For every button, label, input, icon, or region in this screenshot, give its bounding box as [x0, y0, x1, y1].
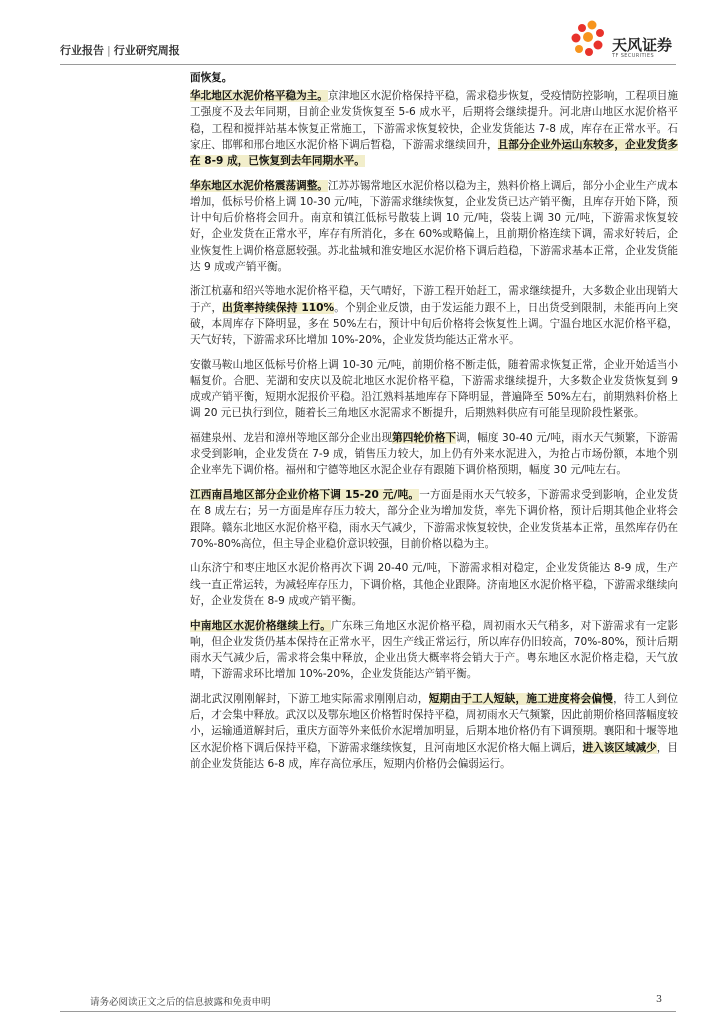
paragraph-continuation [190, 70, 678, 86]
text-run: 。个别企业反馈，由于发运能力跟不上，日出货受到限制，未能再向上突破，本周库存下降明显，多在 50%左右，预计中旬后价格将会恢复性上调。宁温台地区水泥价格平稳，天气好转，下游需求环比增加 10%-20%，企业发货均能达正常水平。 [190, 301, 679, 347]
text-run: 江苏苏锡常地区水泥价格以稳为主，熟料价格上调后，部分小企业生产成本增加，低标号价格上调 10-30 元/吨，下游需求继续恢复，企业发货已达产销平衡，且库存开始下降，预计中旬后价格将会回升。南京和镇江低标号散装上调 10 元/吨，袋装上调 30 元/吨，下游需求恢复较好，企业发货在正常水平，库存有所消化，多在 60%或略偏上，且前期价格连续下调，需求好转后，企业恢复性上调价格意愿较强。苏北盐城和淮安地区水泥价格下调后趋稳，下游需求基本正常，企业发货能达 9 成或产销平衡。 [190, 179, 679, 273]
text-run: 福建泉州、龙岩和漳州等地区部分企业出现 [190, 432, 393, 445]
paragraph-jiangxi [190, 487, 678, 552]
text-run: 浙江杭嘉和绍兴等地水泥价格平稳，天气晴好，下游工程开始赶工，需求继续提升，大多数企业出现销大于产， [190, 285, 678, 314]
highlight-run: 出货率持续保持 110% [222, 301, 335, 314]
page-header [0, 0, 724, 68]
paragraph-north-china [190, 88, 678, 169]
breadcrumb [60, 42, 180, 58]
text-run: ，目前企业发货能达 6-8 成，库存高位承压，短期内价格仍会偏弱运行。 [190, 741, 678, 770]
text-run: 安徽马鞍山地区低标号价格上调 10-30 元/吨，前期价格不断走低，随着需求恢复正常，企业开始适当小幅复价。合肥、芜湖和安庆以及皖北地区水泥价格平稳，下游需求继续提升，大多数企业发货恢复到 9 成或产销平衡，短期水泥报价平稳。沿江熟料基地库存下降明显，普遍降至 50%左右，前期熟料价格上调 20 元已执行到位，随着长三角地区水泥需求不断提升，后期熟料供应有可能呈现阶段性紧张。 [190, 358, 678, 420]
highlight-run: 进入该区域减少 [582, 741, 657, 754]
breadcrumb-report-type: 行业报告 [60, 44, 104, 57]
logo-english-name: TF SECURITIES [612, 53, 655, 59]
flower-logo-icon [568, 20, 612, 60]
text-run: 广东珠三角地区水泥价格平稳，周初雨水天气稍多，对下游需求有一定影响，但企业发货仍基本保持在正常水平，因生产线正常运行，所以库存仍旧较高，70%-80%，预计后期雨水天气减少后，需求将会集中释放，企业出货大概率将会销大于产。粤东地区水泥价格走稳，天气放晴，下游需求环比增加 10%-20%，企业发货能达产销平衡。 [190, 619, 679, 681]
paragraph-zhejiang [190, 283, 678, 348]
text-run: 面恢复。 [190, 72, 233, 84]
footer-divider [60, 1011, 676, 1012]
breadcrumb-report-category: 行业研究周报 [113, 44, 180, 57]
text-run: 京津地区水泥价格保持平稳，需求稳步恢复，受疫情防控影响，工程项目施工强度不及去年同期，目前企业发货恢复至 5-6 成水平，后期将会继续提升。河北唐山地区水泥价格平稳，工程和搅拌站基本恢复正常施工，下游需求恢复较快，企业发货能达 7-8 成，库存在正常水平。石家庄、邯郸和邢台地区水泥价格下调后暂稳，下游需求继续回升， [190, 90, 679, 151]
highlight-run: 且部分企业外运山东较多，企业发货多在 8-9 成，已恢复到去年同期水平。 [190, 138, 679, 168]
paragraph-shandong [190, 560, 678, 609]
text-run: 湖北武汉刚刚解封，下游工地实际需求刚刚启动， [190, 692, 429, 705]
text-run: ，待工人到位后，才会集中释放。武汉以及鄂东地区价格暂时保持平稳，周初雨水天气频繁，因此前期价格回落幅度较小，运输通道解封后，重庆方面等外来低价水泥增加明显，后期本地价格仍有下调预期。襄阳和十堰等地区水泥价格下调后保持平稳，下游需求继续恢复，且河南地区水泥价格大幅上调后， [190, 692, 679, 754]
paragraph-east-china-jiangsu [190, 178, 678, 275]
page-number: 3 [656, 994, 663, 1005]
highlight-run: 中南地区水泥价格继续上行。 [190, 619, 332, 632]
breadcrumb-separator: | [107, 44, 111, 57]
text-run: 调，幅度 30-40 元/吨，雨水天气频繁，下游需求受到影响，企业发货在 7-9 成，销售压力较大，加上仍有外来水泥进入，为抢占市场份额，本地个别企业率先下调价格。福州和宁德等地区水泥企业存有跟随下调价格预期，幅度 30 元/吨左右。 [190, 432, 679, 477]
text-run: 一方面是雨水天气较多，下游需求受到影响，企业发货在 8 成左右；另一方面是库存压力较大，部分企业为增加发货，率先下调价格，预计后期其他企业将会跟降。赣东北地区水泥价格平稳，雨水天气减少，下游需求恢复较快，企业发货基本正常，虽然库存仍在 70%-80%高位，但主导企业稳价意识较强，目前价格以稳为主。 [190, 489, 678, 550]
highlight-run: 华东地区水泥价格震荡调整。 [190, 179, 328, 192]
disclaimer-note: 请务必阅读正文之后的信息披露和免责申明 [90, 997, 271, 1008]
report-body [190, 70, 678, 780]
paragraph-anhui [190, 357, 678, 422]
header-divider [60, 64, 676, 65]
tf-securities-logo [568, 20, 678, 64]
logo-chinese-name: 天风证券 [612, 36, 673, 54]
highlight-run: 短期由于工人短缺，施工进度将会偏慢 [428, 692, 614, 705]
paragraph-central-south [190, 618, 678, 683]
highlight-run: 江西南昌地区部分企业价格下调 15-20 元/吨。 [190, 489, 420, 502]
highlight-run: 第四轮价格下 [392, 432, 456, 445]
paragraph-hubei [190, 691, 678, 772]
highlight-run: 华北地区水泥价格平稳为主。 [190, 90, 328, 103]
text-run: 山东济宁和枣庄地区水泥价格再次下调 20-40 元/吨，下游需求相对稳定，企业发货能达 8-9 成，生产线一直正常运转，为减轻库存压力，下调价格，其他企业跟降。济南地区水泥价格平稳，下游需求继续向好，企业发货在 8-9 成或产销平衡。 [190, 562, 678, 607]
paragraph-fujian [190, 430, 678, 479]
